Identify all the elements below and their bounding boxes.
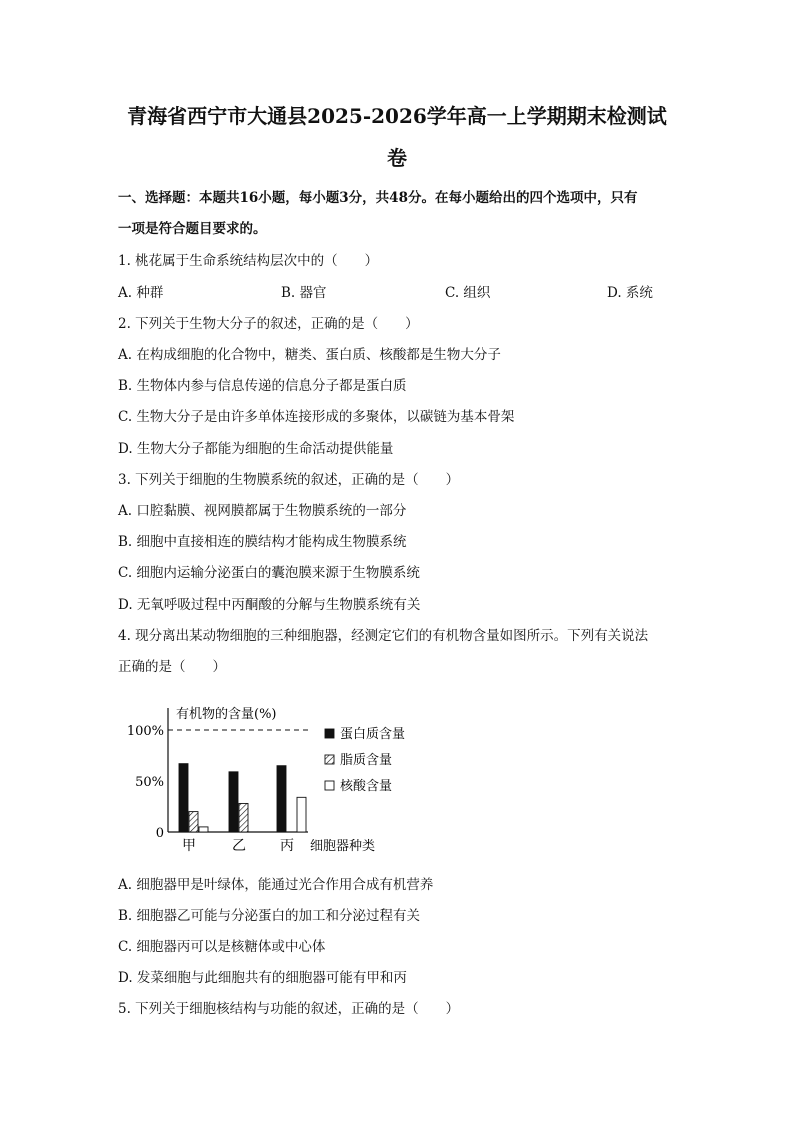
q1-option-a: A. 种群: [118, 285, 164, 301]
bar-2-1: [189, 812, 198, 832]
q2-option-a: A. 在构成细胞的化合物中，糖类、蛋白质、核酸都是生物大分子: [118, 347, 501, 363]
q2-option-b: B. 生物体内参与信息传递的信息分子都是蛋白质: [118, 378, 407, 394]
bar-1-1: [179, 764, 188, 832]
q5-stem: 5. 下列关于细胞核结构与功能的叙述，正确的是（ ）: [118, 1001, 460, 1017]
q3-option-a: A. 口腔黏膜、视网膜都属于生物膜系统的一部分: [118, 503, 407, 519]
q2-option-c: C. 生物大分子是由许多单体连接形成的多聚体，以碳链为基本骨架: [118, 409, 515, 425]
q4-stem-line2: 正确的是（ ）: [118, 659, 226, 675]
x-tick-label: 甲: [182, 838, 196, 854]
q4-option-d: D. 发菜细胞与此细胞共有的细胞器可能有甲和丙: [118, 970, 407, 986]
section-header-line1: 一、选择题：本题共16小题，每小题3分，共48分。在每小题给出的四个选项中，只有: [118, 190, 638, 206]
q3-option-c: C. 细胞内运输分泌蛋白的囊泡膜来源于生物膜系统: [118, 565, 420, 581]
legend-swatch-2: [325, 755, 334, 764]
y-tick-label: 100%: [126, 724, 164, 739]
legend-label-3: 核酸含量: [340, 779, 393, 794]
bar-1-2: [229, 772, 238, 832]
y-tick-label: 50%: [135, 775, 164, 790]
q3-stem: 3. 下列关于细胞的生物膜系统的叙述，正确的是（ ）: [118, 472, 460, 488]
q1-option-c: C. 组织: [445, 285, 491, 301]
q2-option-d: D. 生物大分子都能为细胞的生命活动提供能量: [118, 441, 394, 457]
q1-option-b: B. 器官: [281, 285, 327, 301]
q1-option-d: D. 系统: [607, 285, 653, 301]
q2-stem: 2. 下列关于生物大分子的叙述，正确的是（ ）: [118, 316, 419, 332]
q4-option-c: C. 细胞器丙可以是核糖体或中心体: [118, 939, 326, 955]
organelle-content-chart: [120, 698, 420, 862]
section-header-line2: 一项是符合题目要求的。: [118, 221, 267, 237]
y-tick-label: 0: [155, 826, 164, 841]
q3-option-b: B. 细胞中直接相连的膜结构才能构成生物膜系统: [118, 534, 407, 550]
exam-title-line2: 卷: [387, 146, 407, 170]
legend-label-2: 脂质含量: [340, 753, 393, 768]
q3-option-d: D. 无氧呼吸过程中丙酮酸的分解与生物膜系统有关: [118, 597, 421, 613]
exam-title-line1: 青海省西宁市大通县2025-2026学年高一上学期期末检测试: [127, 104, 667, 128]
x-tick-label: 乙: [232, 838, 246, 854]
x-tick-label: 丙: [280, 838, 294, 854]
legend-swatch-3: [325, 781, 334, 790]
legend-label-1: 蛋白质含量: [340, 727, 406, 742]
bar-1-3: [277, 766, 286, 832]
chart-xlabel: 细胞器种类: [310, 839, 376, 854]
q4-stem-line1: 4. 现分离出某动物细胞的三种细胞器，经测定它们的有机物含量如图所示。下列有关说法: [118, 628, 649, 644]
legend-swatch-1: [325, 729, 334, 738]
chart-ylabel: 有机物的含量(%): [176, 707, 277, 722]
q4-option-b: B. 细胞器乙可能与分泌蛋白的加工和分泌过程有关: [118, 908, 421, 924]
bar-2-2: [239, 803, 248, 832]
bar-3-1: [199, 827, 208, 832]
q4-option-a: A. 细胞器甲是叶绿体，能通过光合作用合成有机营养: [118, 877, 434, 893]
q1-stem: 1. 桃花属于生命系统结构层次中的（ ）: [118, 253, 379, 269]
bar-3-3: [297, 797, 306, 832]
